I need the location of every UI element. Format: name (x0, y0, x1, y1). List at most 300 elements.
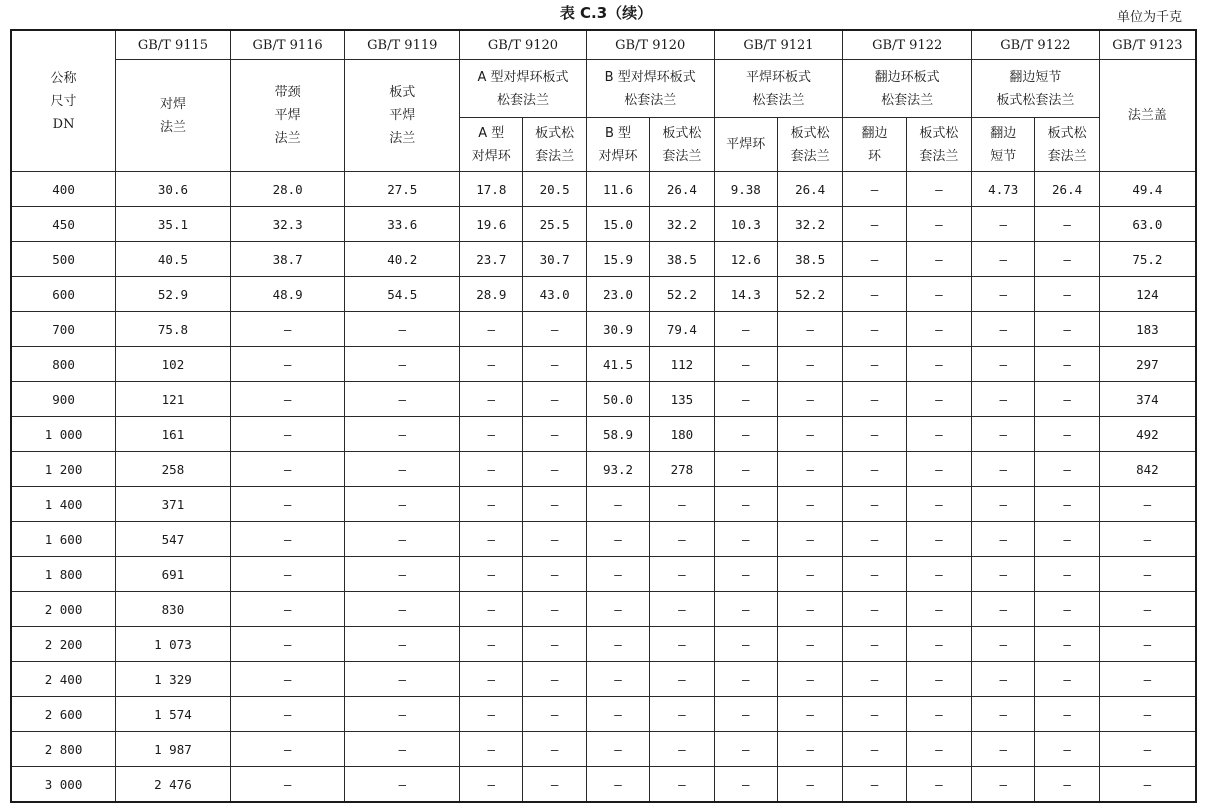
mass-cell: — (1035, 277, 1099, 312)
mass-cell: — (972, 382, 1035, 417)
mass-cell: — (586, 522, 649, 557)
group-header: B 型对焊环板式 松套法兰 (586, 60, 714, 118)
mass-cell: 258 (116, 452, 231, 487)
mass-cell: — (230, 452, 345, 487)
mass-cell: — (714, 522, 777, 557)
type-header: 法兰盖 (1099, 60, 1196, 172)
mass-cell: — (843, 172, 906, 207)
mass-cell: — (843, 347, 906, 382)
mass-cell: — (523, 732, 586, 767)
mass-cell: — (777, 662, 842, 697)
mass-cell: — (777, 452, 842, 487)
mass-cell: — (460, 382, 523, 417)
std-header: GB/T 9121 (714, 30, 843, 60)
mass-cell: 79.4 (650, 312, 714, 347)
dn-cell: 600 (11, 277, 116, 312)
mass-cell: — (345, 417, 460, 452)
mass-cell: — (972, 487, 1035, 522)
sub-header: B 型 对焊环 (586, 118, 649, 172)
table-row (11, 767, 1196, 803)
mass-cell: — (843, 697, 906, 732)
type-header: 对焊 法兰 (116, 60, 231, 172)
mass-cell: — (586, 767, 649, 803)
mass-cell: — (906, 557, 971, 592)
std-header: GB/T 9115 (116, 30, 231, 60)
mass-cell: 374 (1099, 382, 1196, 417)
mass-cell: 1 987 (116, 732, 231, 767)
mass-cell: 32.3 (230, 207, 345, 242)
table-row (11, 417, 1196, 452)
mass-cell: — (714, 382, 777, 417)
mass-cell: 50.0 (586, 382, 649, 417)
mass-cell: — (523, 347, 586, 382)
mass-cell: — (843, 242, 906, 277)
mass-cell: — (906, 382, 971, 417)
table-row (11, 662, 1196, 697)
mass-cell: — (460, 347, 523, 382)
mass-cell: — (843, 557, 906, 592)
mass-cell: — (230, 732, 345, 767)
dn-cell: 2 800 (11, 732, 116, 767)
mass-cell: — (1099, 662, 1196, 697)
mass-cell: 52.9 (116, 277, 231, 312)
mass-cell: — (586, 557, 649, 592)
mass-cell: 38.7 (230, 242, 345, 277)
mass-cell: — (972, 557, 1035, 592)
dn-cell: 800 (11, 347, 116, 382)
mass-cell: — (650, 627, 714, 662)
mass-cell: 19.6 (460, 207, 523, 242)
mass-cell: — (972, 627, 1035, 662)
mass-cell: — (1035, 417, 1099, 452)
std-header: GB/T 9123 (1099, 30, 1196, 60)
mass-cell: — (523, 487, 586, 522)
mass-cell: 9.38 (714, 172, 777, 207)
mass-cell: — (843, 662, 906, 697)
mass-cell: — (523, 592, 586, 627)
mass-cell: — (714, 697, 777, 732)
mass-cell: — (523, 382, 586, 417)
group-header: A 型对焊环板式 松套法兰 (460, 60, 587, 118)
dn-cell: 1 000 (11, 417, 116, 452)
mass-cell: — (777, 592, 842, 627)
mass-cell: — (1099, 697, 1196, 732)
mass-cell: 183 (1099, 312, 1196, 347)
mass-cell: 12.6 (714, 242, 777, 277)
mass-cell: — (972, 452, 1035, 487)
mass-cell: — (230, 312, 345, 347)
table-row (11, 627, 1196, 662)
mass-cell: — (523, 697, 586, 732)
type-header: 带颈 平焊 法兰 (230, 60, 345, 172)
mass-cell: — (906, 347, 971, 382)
mass-cell: 48.9 (230, 277, 345, 312)
mass-cell: — (230, 417, 345, 452)
mass-cell: — (843, 207, 906, 242)
mass-cell: — (1035, 242, 1099, 277)
mass-cell: 32.2 (777, 207, 842, 242)
mass-cell: — (1099, 522, 1196, 557)
mass-cell: — (777, 382, 842, 417)
mass-cell: — (586, 732, 649, 767)
mass-cell: 15.9 (586, 242, 649, 277)
table-row (11, 277, 1196, 312)
mass-cell: — (1099, 767, 1196, 803)
mass-cell: 30.7 (523, 242, 586, 277)
mass-cell: — (906, 207, 971, 242)
mass-cell: — (460, 592, 523, 627)
mass-cell: — (714, 452, 777, 487)
table-row (11, 697, 1196, 732)
sub-header: 平焊环 (714, 118, 777, 172)
mass-cell: 11.6 (586, 172, 649, 207)
mass-cell: — (586, 592, 649, 627)
group-header: 翻边环板式 松套法兰 (843, 60, 972, 118)
mass-cell: — (1035, 557, 1099, 592)
mass-cell: — (777, 767, 842, 803)
mass-cell: — (777, 697, 842, 732)
sub-header: A 型 对焊环 (460, 118, 523, 172)
mass-cell: — (972, 417, 1035, 452)
mass-cell: — (906, 662, 971, 697)
mass-cell: — (714, 592, 777, 627)
mass-cell: — (345, 662, 460, 697)
mass-cell: 58.9 (586, 417, 649, 452)
sub-header: 板式松 套法兰 (777, 118, 842, 172)
dn-cell: 900 (11, 382, 116, 417)
sub-header: 翻边 短节 (972, 118, 1035, 172)
mass-cell: — (650, 487, 714, 522)
mass-cell: — (777, 487, 842, 522)
mass-cell: — (777, 557, 842, 592)
mass-cell: 40.5 (116, 242, 231, 277)
mass-cell: — (906, 172, 971, 207)
mass-cell: 278 (650, 452, 714, 487)
mass-cell: — (972, 312, 1035, 347)
mass-cell: — (523, 557, 586, 592)
mass-cell: — (523, 417, 586, 452)
group-header: 平焊环板式 松套法兰 (714, 60, 843, 118)
mass-cell: — (345, 382, 460, 417)
mass-cell: — (460, 557, 523, 592)
mass-cell: — (523, 312, 586, 347)
mass-cell: — (650, 662, 714, 697)
sub-header: 板式松 套法兰 (650, 118, 714, 172)
mass-cell: — (777, 627, 842, 662)
mass-cell: — (843, 417, 906, 452)
mass-cell: — (345, 697, 460, 732)
mass-cell: 41.5 (586, 347, 649, 382)
mass-cell: 23.0 (586, 277, 649, 312)
mass-cell: 17.8 (460, 172, 523, 207)
mass-cell: 35.1 (116, 207, 231, 242)
sub-header: 板式松 套法兰 (523, 118, 586, 172)
table-row (11, 347, 1196, 382)
mass-cell: — (230, 592, 345, 627)
std-header: GB/T 9116 (230, 30, 345, 60)
std-header: GB/T 9122 (843, 30, 972, 60)
mass-cell: 26.4 (777, 172, 842, 207)
mass-cell: — (523, 767, 586, 803)
mass-cell: — (843, 487, 906, 522)
table-row (11, 172, 1196, 207)
dn-cell: 1 200 (11, 452, 116, 487)
mass-cell: — (230, 382, 345, 417)
dn-cell: 400 (11, 172, 116, 207)
mass-cell: 547 (116, 522, 231, 557)
sub-header: 翻边 环 (843, 118, 906, 172)
mass-cell: 52.2 (650, 277, 714, 312)
table-row (11, 312, 1196, 347)
mass-cell: 1 073 (116, 627, 231, 662)
mass-cell: — (1035, 312, 1099, 347)
mass-cell: 75.8 (116, 312, 231, 347)
mass-cell: — (843, 452, 906, 487)
mass-cell: 30.6 (116, 172, 231, 207)
std-header: GB/T 9119 (345, 30, 460, 60)
mass-cell: — (460, 522, 523, 557)
mass-cell: 1 574 (116, 697, 231, 732)
mass-cell: — (345, 627, 460, 662)
mass-cell: — (972, 207, 1035, 242)
mass-cell: 10.3 (714, 207, 777, 242)
mass-cell: — (714, 347, 777, 382)
mass-cell: — (460, 697, 523, 732)
mass-cell: — (345, 487, 460, 522)
mass-cell: — (650, 522, 714, 557)
mass-cell: 830 (116, 592, 231, 627)
mass-cell: — (843, 592, 906, 627)
mass-cell: — (523, 522, 586, 557)
mass-cell: — (906, 627, 971, 662)
mass-cell: 28.0 (230, 172, 345, 207)
mass-cell: — (586, 697, 649, 732)
mass-cell: 30.9 (586, 312, 649, 347)
mass-cell: — (1099, 487, 1196, 522)
mass-cell: — (972, 522, 1035, 557)
mass-cell: 32.2 (650, 207, 714, 242)
mass-cell: — (460, 732, 523, 767)
mass-cell: — (650, 697, 714, 732)
mass-cell: 43.0 (523, 277, 586, 312)
table-row (11, 487, 1196, 522)
mass-cell: — (345, 767, 460, 803)
mass-cell: — (460, 312, 523, 347)
mass-cell: — (972, 662, 1035, 697)
mass-cell: 161 (116, 417, 231, 452)
mass-cell: — (523, 627, 586, 662)
dn-cell: 500 (11, 242, 116, 277)
mass-cell: — (345, 592, 460, 627)
mass-cell: — (230, 347, 345, 382)
sub-header: 板式松 套法兰 (906, 118, 971, 172)
mass-cell: 63.0 (1099, 207, 1196, 242)
mass-cell: — (230, 522, 345, 557)
dn-cell: 1 600 (11, 522, 116, 557)
mass-cell: — (714, 732, 777, 767)
mass-cell: — (586, 487, 649, 522)
dn-cell: 2 400 (11, 662, 116, 697)
mass-cell: — (1035, 697, 1099, 732)
mass-cell: 33.6 (345, 207, 460, 242)
mass-cell: 26.4 (650, 172, 714, 207)
mass-cell: — (650, 592, 714, 627)
mass-cell: — (777, 312, 842, 347)
table-body (11, 172, 1196, 803)
mass-cell: — (345, 557, 460, 592)
mass-cell: 23.7 (460, 242, 523, 277)
mass-cell: 842 (1099, 452, 1196, 487)
mass-cell: — (714, 662, 777, 697)
type-header: 板式 平焊 法兰 (345, 60, 460, 172)
mass-cell: — (906, 522, 971, 557)
mass-cell: — (230, 627, 345, 662)
mass-cell: — (843, 277, 906, 312)
mass-cell: — (906, 242, 971, 277)
mass-cell: — (523, 662, 586, 697)
mass-cell: 38.5 (777, 242, 842, 277)
table-row (11, 557, 1196, 592)
mass-cell: — (1035, 767, 1099, 803)
mass-cell: — (460, 417, 523, 452)
mass-cell: — (460, 627, 523, 662)
mass-cell: — (1035, 382, 1099, 417)
mass-cell: — (906, 452, 971, 487)
mass-cell: — (1035, 347, 1099, 382)
mass-cell: — (230, 697, 345, 732)
dn-header: 公称 尺寸 DN (11, 30, 116, 172)
mass-cell: 27.5 (345, 172, 460, 207)
mass-cell: 38.5 (650, 242, 714, 277)
mass-cell: — (906, 697, 971, 732)
mass-cell: — (843, 522, 906, 557)
mass-cell: — (843, 732, 906, 767)
mass-cell: — (1035, 207, 1099, 242)
mass-cell: — (460, 767, 523, 803)
sub-header: 板式松 套法兰 (1035, 118, 1099, 172)
mass-cell: 691 (116, 557, 231, 592)
mass-cell: 26.4 (1035, 172, 1099, 207)
mass-cell: 492 (1099, 417, 1196, 452)
dn-cell: 2 000 (11, 592, 116, 627)
table-row (11, 242, 1196, 277)
mass-cell: 52.2 (777, 277, 842, 312)
mass-cell: — (906, 417, 971, 452)
mass-cell: — (714, 487, 777, 522)
mass-cell: — (1035, 732, 1099, 767)
dn-cell: 700 (11, 312, 116, 347)
mass-cell: 14.3 (714, 277, 777, 312)
mass-cell: — (230, 557, 345, 592)
mass-cell: — (972, 767, 1035, 803)
mass-cell: — (345, 732, 460, 767)
mass-cell: — (843, 382, 906, 417)
mass-cell: — (460, 452, 523, 487)
mass-cell: 121 (116, 382, 231, 417)
mass-cell: — (1035, 487, 1099, 522)
mass-cell: 371 (116, 487, 231, 522)
mass-cell: 49.4 (1099, 172, 1196, 207)
mass-cell: — (843, 627, 906, 662)
mass-cell: — (345, 522, 460, 557)
mass-cell: 25.5 (523, 207, 586, 242)
mass-cell: 102 (116, 347, 231, 382)
mass-cell: 28.9 (460, 277, 523, 312)
mass-cell: — (1035, 522, 1099, 557)
mass-cell: — (1035, 452, 1099, 487)
std-header: GB/T 9122 (972, 30, 1100, 60)
mass-cell: — (906, 277, 971, 312)
std-header: GB/T 9120 (586, 30, 714, 60)
table-row (11, 592, 1196, 627)
dn-cell: 1 400 (11, 487, 116, 522)
mass-cell: — (345, 347, 460, 382)
mass-cell: — (777, 522, 842, 557)
mass-cell: — (1099, 557, 1196, 592)
flange-mass-table (10, 29, 1197, 803)
mass-cell: — (906, 487, 971, 522)
mass-cell: 20.5 (523, 172, 586, 207)
mass-cell: — (972, 732, 1035, 767)
mass-cell: — (650, 767, 714, 803)
mass-cell: — (906, 312, 971, 347)
mass-cell: — (972, 347, 1035, 382)
table-row (11, 382, 1196, 417)
mass-cell: — (1099, 592, 1196, 627)
dn-cell: 450 (11, 207, 116, 242)
mass-cell: 112 (650, 347, 714, 382)
mass-cell: 15.0 (586, 207, 649, 242)
std-header: GB/T 9120 (460, 30, 587, 60)
mass-cell: — (906, 732, 971, 767)
mass-cell: 54.5 (345, 277, 460, 312)
mass-cell: — (714, 627, 777, 662)
mass-cell: — (714, 767, 777, 803)
mass-cell: — (1099, 627, 1196, 662)
mass-cell: — (777, 347, 842, 382)
table-row (11, 732, 1196, 767)
mass-cell: 93.2 (586, 452, 649, 487)
mass-cell: — (460, 487, 523, 522)
mass-cell: — (1035, 627, 1099, 662)
mass-cell: 135 (650, 382, 714, 417)
mass-cell: — (345, 312, 460, 347)
mass-cell: — (1099, 732, 1196, 767)
mass-cell: — (523, 452, 586, 487)
mass-cell: — (777, 732, 842, 767)
dn-cell: 3 000 (11, 767, 116, 803)
unit-note: 单位为千克 (1116, 10, 1182, 25)
mass-cell: — (843, 767, 906, 803)
mass-cell: — (972, 242, 1035, 277)
mass-cell: — (345, 452, 460, 487)
dn-cell: 1 800 (11, 557, 116, 592)
table-row (11, 207, 1196, 242)
mass-cell: — (972, 592, 1035, 627)
mass-cell: — (972, 277, 1035, 312)
dn-cell: 2 200 (11, 627, 116, 662)
mass-cell: — (714, 557, 777, 592)
mass-cell: — (1035, 592, 1099, 627)
mass-cell: — (777, 417, 842, 452)
mass-cell: — (650, 732, 714, 767)
mass-cell: — (1035, 662, 1099, 697)
mass-cell: — (586, 627, 649, 662)
group-header: 翻边短节 板式松套法兰 (972, 60, 1100, 118)
table-row (11, 522, 1196, 557)
mass-cell: — (230, 767, 345, 803)
table-row (11, 452, 1196, 487)
